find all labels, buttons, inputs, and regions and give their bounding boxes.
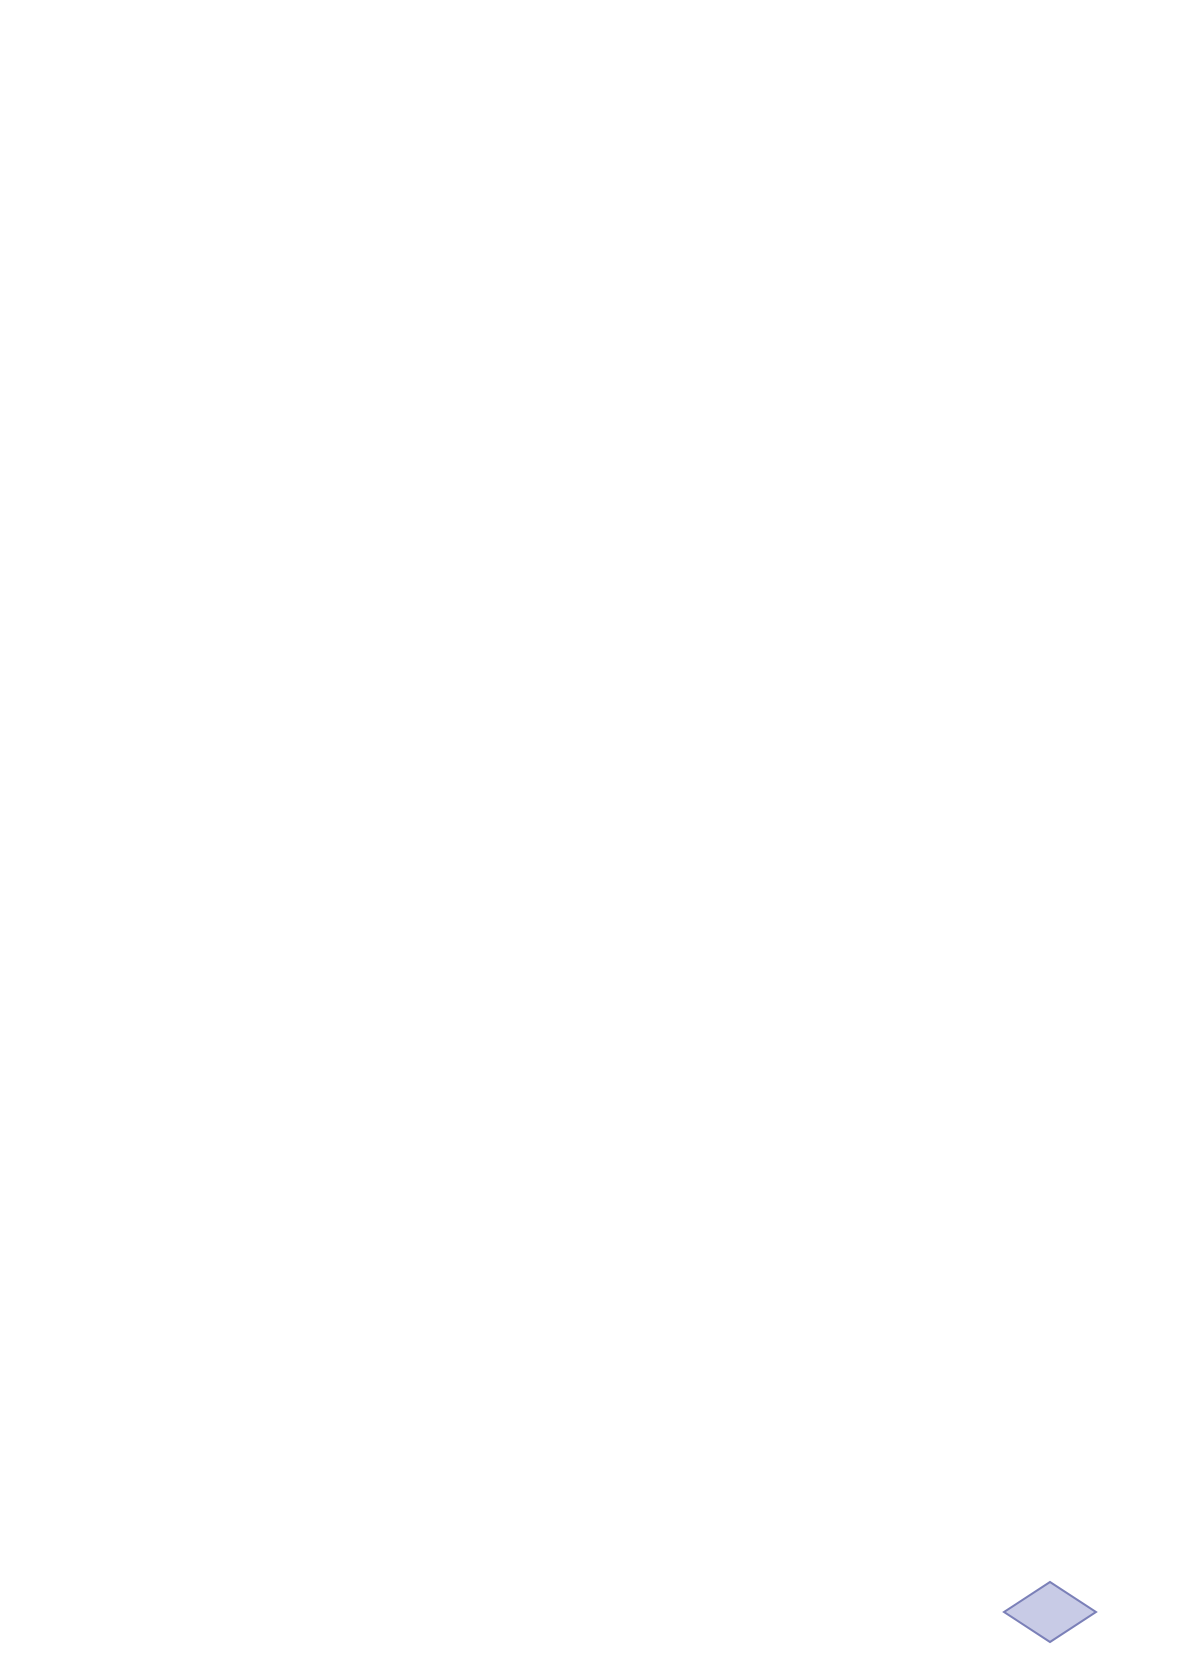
watermark-diamond: [1004, 1582, 1096, 1642]
ixbt-watermark: [1002, 1580, 1172, 1644]
production-line: [44, 22, 1016, 59]
report-header: [44, 22, 1174, 59]
chart-grid: [20, 158, 1182, 1641]
